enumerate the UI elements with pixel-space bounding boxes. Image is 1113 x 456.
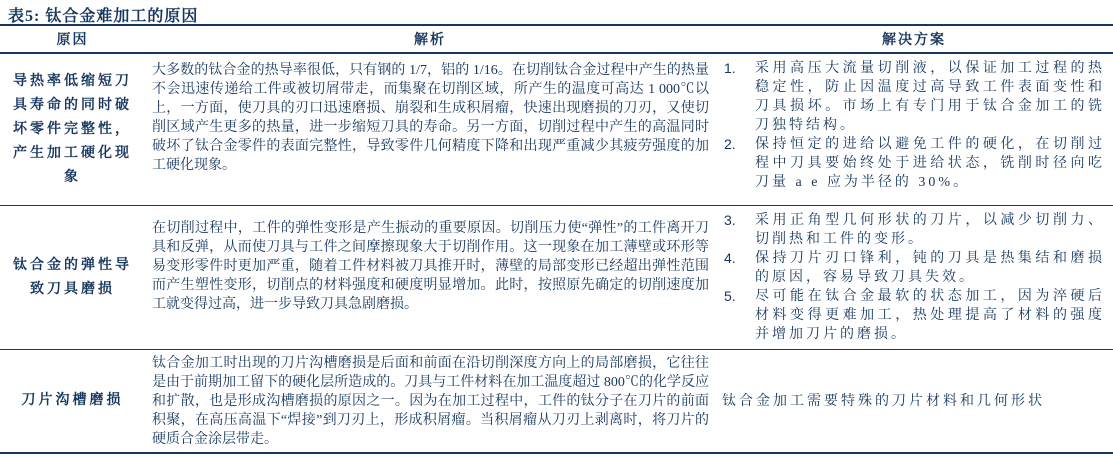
table-header-row [0, 26, 1113, 54]
table-row-groove-wear [0, 350, 1113, 454]
solutions-cell [715, 206, 1113, 349]
table-row-elasticity [0, 206, 1113, 350]
solution-text: 尽可能在钛合金最软的状态加工，因为淬硬后材料变得更难加工，热处理提高了材料的强度并增加刀片的磨损。 [755, 289, 1105, 342]
column-header-reason: 原因 [56, 33, 89, 48]
solution-number: 4. [724, 250, 736, 266]
solutions-cell [715, 54, 1113, 205]
solution-item-5 [715, 287, 1107, 344]
reason-cell: 导热率低缩短刀具寿命的同时破坏零件完整性，产生加工硬化现象 [13, 73, 132, 185]
reason-cell: 钛合金的弹性导致刀具磨损 [13, 257, 132, 297]
column-header-solution: 解决方案 [882, 33, 946, 48]
solution-item-1 [715, 59, 1107, 135]
reason-cell: 刀片沟槽磨损 [21, 393, 124, 408]
solution-number: 1. [724, 60, 736, 76]
solution-text: 采用正角型几何形状的刀片，以减少切削力、切削热和工件的变形。 [755, 213, 1105, 247]
solution-text: 保持恒定的进给以避免工件的硬化，在切削过程中刀具要始终处于进给状态，铣削时径向吃刀量 a e 应为半径的 30%。 [755, 137, 1105, 190]
solution-text: 保持刀片刃口锋利，钝的刀具是热集结和磨损的原因，容易导致刀具失效。 [755, 251, 1105, 285]
solution-number: 5. [724, 288, 736, 304]
difficulty-table [0, 26, 1113, 454]
table-title: 表5: 钛合金难加工的原因 [0, 0, 1113, 26]
solution-item-2 [715, 135, 1107, 192]
table-row-thermal-conductivity [0, 54, 1113, 206]
analysis-cell: 大多数的钛合金的热导率很低，只有钢的 1/7，铝的 1/16。在切削钛合金过程中产生的热量不会迅速传递给工件或被切屑带走，而集聚在切削区域，所产生的温度可高达 1 000℃以上，一方面，使刀具的刃口迅速磨损、崩裂和生成积屑瘤，快速出现磨损的刀刃，又使切削区域产生更多的热量，进一步缩短刀具的寿命。另一方面，切削过程中产生的高温同时破坏了钛合金零件的表面完整性，导致零件几何精度下降和出现严重减少其疲劳强度的加工硬化现象。 [152, 63, 709, 173]
solution-number: 3. [724, 212, 736, 228]
solution-number: 2. [724, 136, 736, 152]
solution-note: 钛合金加工需要特殊的刀片材料和几何形状 [722, 393, 1045, 409]
analysis-cell: 钛合金加工时出现的刀片沟槽磨损是后面和前面在沿切削深度方向上的局部磨损，它往往是由于前期加工留下的硬化层所造成的。刀具与工件材料在加工温度超过 800℃的化学反应和扩散，也是形成沟槽磨损的原因之一。因为在加工过程中，工件的钛分子在刀片的前面积聚，在高压高温下“焊接”到刀刃上，形成积屑瘤。当积屑瘤从刀刃上剥离时，将刀片的硬质合金涂层带走。 [152, 356, 709, 447]
solution-item-3 [715, 211, 1107, 249]
solutions-cell [715, 350, 1113, 452]
solution-item-4 [715, 249, 1107, 287]
analysis-cell: 在切削过程中，工件的弹性变形是产生振动的重要原因。切削压力使“弹性”的工件离开刀具和反弹，从而使刀具与工件之间摩擦现象大于切削作用。这一现象在加工薄壁或环形等易变形零件时更加严重，随着工件材料被刀具推开时，薄壁的局部变形已经超出弹性范围而产生塑性变形，切削点的材料强度和硬度明显增加。此时，按照原先确定的切削速度加工就变得过高，进一步导致刀具急剧磨损。 [152, 221, 709, 312]
column-header-analysis: 解析 [414, 33, 446, 48]
solution-text: 采用高压大流量切削液，以保证加工过程的热稳定性，防止因温度过高导致工件表面变性和刀具损坏。市场上有专门用于钛合金加工的铣刀独特结构。 [755, 61, 1105, 133]
